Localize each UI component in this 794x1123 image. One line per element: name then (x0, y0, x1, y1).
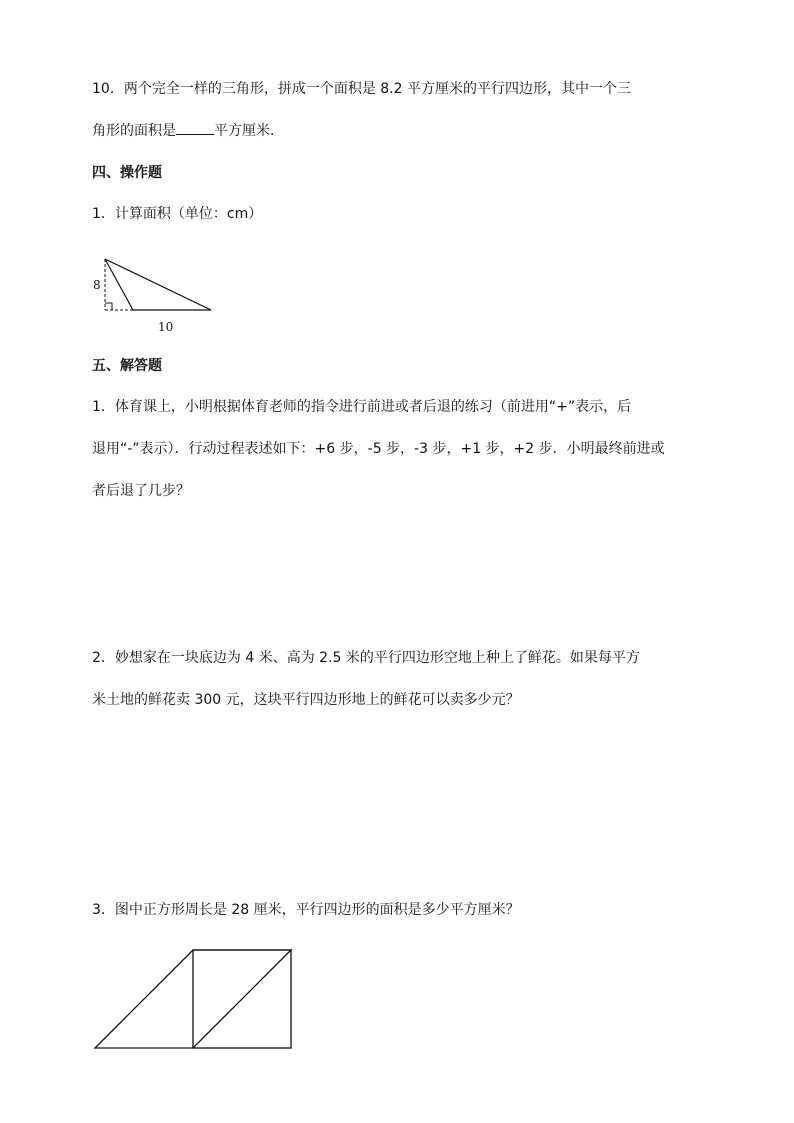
section-5-title: 五、解答题 (92, 358, 162, 374)
section-5-q3: 3．图中正方形周长是 28 厘米，平行四边形的面积是多少平方厘米？ (92, 902, 520, 918)
section-5-q1-line-1: 1．体育课上，小明根据体育老师的指令进行前进或者后退的练习（前进用“+”表示，后 (92, 399, 632, 415)
q10-line-1: 10．两个完全一样的三角形，拼成一个面积是 8.2 平方厘米的平行四边形，其中一个三 (92, 81, 631, 97)
q10-text-before-blank: 角形的面积是 (92, 123, 176, 139)
answer-blank (176, 121, 214, 135)
square-parallelogram-figure (92, 946, 296, 1052)
section-5-q2-line-2: 米土地的鲜花卖 300 元，这块平行四边形地上的鲜花可以卖多少元？ (92, 692, 520, 708)
section-4-q1: 1．计算面积（单位：cm） (92, 206, 263, 222)
triangle-side-right (105, 259, 211, 310)
right-angle-mark (105, 303, 112, 310)
q10-text-after-blank: 平方厘米． (214, 123, 284, 139)
section-4-title: 四、操作题 (92, 165, 162, 181)
triangle-figure (88, 252, 218, 336)
height-label: 8 (93, 278, 101, 292)
section-5-q1-line-2: 退用“-”表示）．行动过程表述如下：+6 步，-5 步，-3 步，+1 步，+2 步．小明最终前进或 (92, 441, 665, 457)
section-5-q1-line-3: 者后退了几步？ (92, 483, 190, 499)
base-label: 10 (158, 320, 174, 334)
q10-line-2 (92, 121, 714, 141)
triangle-side-left (105, 259, 133, 310)
section-5-q2-line-1: 2．妙想家在一块底边为 4 米、高为 2.5 米的平行四边形空地上种上了鲜花。如果每平方 (92, 650, 640, 666)
